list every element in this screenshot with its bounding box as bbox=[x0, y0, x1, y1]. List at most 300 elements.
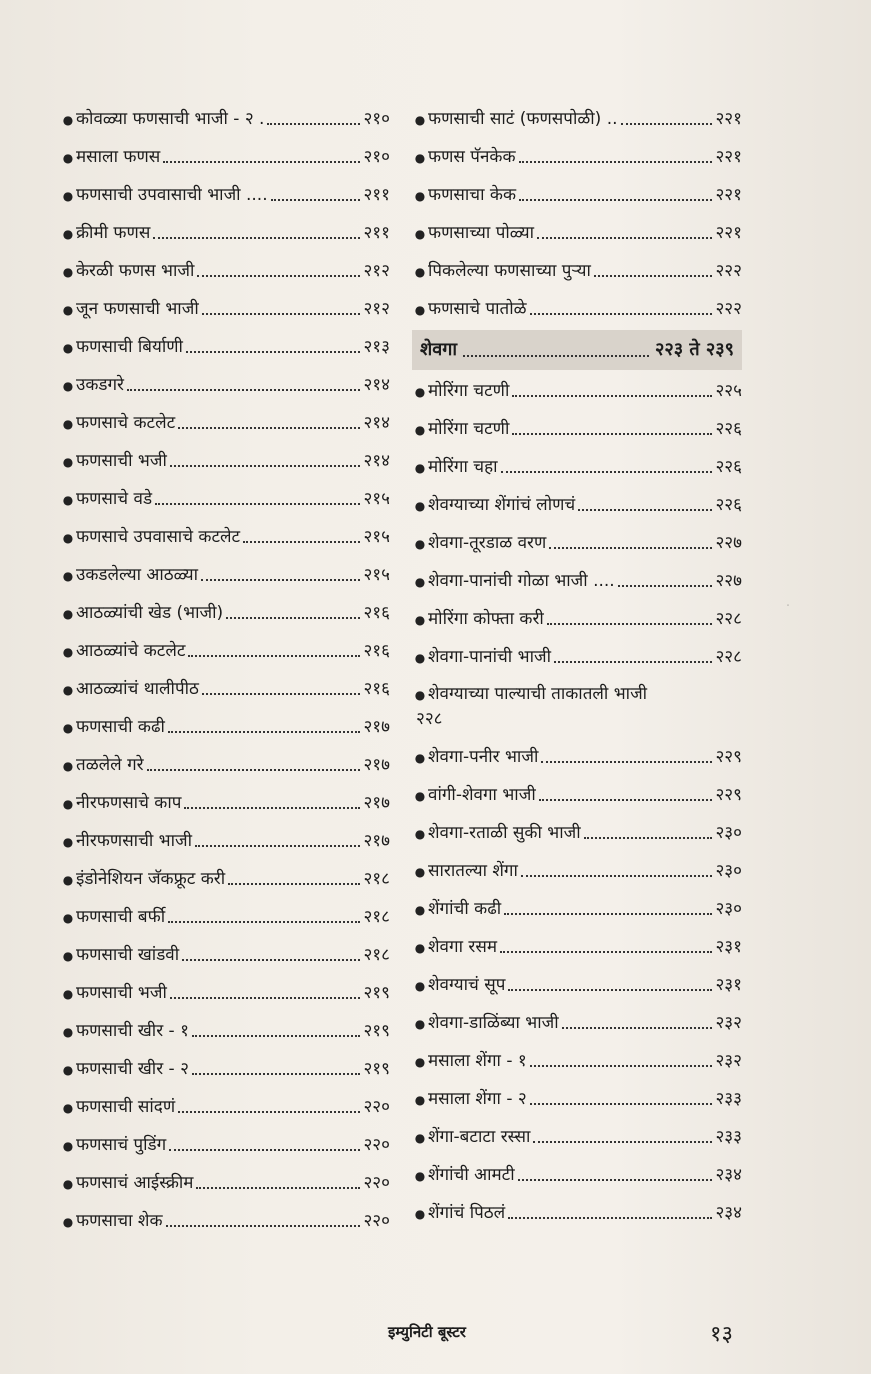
toc-entry bbox=[412, 928, 742, 966]
toc-entry-page: २२५ bbox=[715, 381, 742, 401]
bullet-icon: ● bbox=[414, 1131, 426, 1145]
toc-entry bbox=[412, 738, 742, 776]
toc-entry bbox=[60, 214, 390, 252]
toc-entry bbox=[412, 372, 742, 410]
leader-dots bbox=[578, 509, 712, 511]
leader-dots bbox=[541, 761, 712, 763]
bullet-icon: ● bbox=[62, 189, 74, 203]
toc-entry-page: २१५ bbox=[363, 565, 390, 585]
toc-entry-title: फणसाची उपवासाची भाजी .... bbox=[76, 185, 268, 205]
bullet-icon: ● bbox=[414, 537, 426, 551]
toc-entry-title: फणसाची खीर - १ bbox=[76, 1021, 189, 1041]
leader-dots bbox=[500, 951, 712, 953]
toc-entry-title: फणसाची भजी bbox=[76, 983, 167, 1003]
toc-left-column bbox=[60, 100, 390, 1240]
toc-entry-page: २१४ bbox=[363, 375, 390, 395]
toc-entry-title: फणसाची बिर्याणी bbox=[76, 337, 183, 357]
toc-entry bbox=[412, 1080, 742, 1118]
toc-entry-title: फणसाची साटं (फणसपोळी) .. bbox=[428, 109, 618, 129]
bullet-icon: ● bbox=[414, 385, 426, 399]
bullet-icon: ● bbox=[62, 683, 74, 697]
bullet-icon: ● bbox=[414, 499, 426, 513]
bullet-icon: ● bbox=[414, 979, 426, 993]
toc-entry-page: २१९ bbox=[363, 983, 390, 1003]
leader-dots bbox=[186, 351, 361, 353]
bullet-icon: ● bbox=[62, 949, 74, 963]
toc-entry bbox=[412, 524, 742, 562]
toc-entry bbox=[412, 252, 742, 290]
toc-entry-page: २१७ bbox=[363, 831, 390, 851]
toc-entry bbox=[60, 1164, 390, 1202]
toc-entry-title: शेंगांची आमटी bbox=[428, 1165, 515, 1185]
bullet-icon: ● bbox=[414, 575, 426, 589]
bullet-icon: ● bbox=[414, 1169, 426, 1183]
toc-entry bbox=[60, 366, 390, 404]
toc-entry bbox=[412, 966, 742, 1004]
toc-entry-title: मसाला शेंगा - २ bbox=[428, 1089, 527, 1109]
toc-entry-page: २१६ bbox=[363, 603, 390, 623]
bullet-icon: ● bbox=[62, 607, 74, 621]
leader-dots bbox=[163, 161, 360, 163]
bullet-icon: ● bbox=[414, 1017, 426, 1031]
toc-entry bbox=[60, 632, 390, 670]
toc-entry-title: केरळी फणस भाजी bbox=[76, 261, 195, 281]
toc-entry bbox=[412, 410, 742, 448]
footer-book-title: इम्युनिटी बूस्टर bbox=[388, 1323, 466, 1341]
leader-dots bbox=[501, 471, 713, 473]
bullet-icon: ● bbox=[62, 1215, 74, 1229]
bullet-icon: ● bbox=[414, 789, 426, 803]
toc-entry bbox=[60, 1126, 390, 1164]
leader-dots bbox=[519, 199, 712, 201]
toc-entry-title: तळलेले गरे bbox=[76, 755, 144, 775]
toc-entry bbox=[412, 852, 742, 890]
leader-dots bbox=[508, 989, 712, 991]
toc-entry-title: मोरिंगा कोफ्ता करी bbox=[428, 609, 544, 629]
toc-entry-title: शेवग्याचं सूप bbox=[428, 975, 506, 995]
bullet-icon: ● bbox=[62, 911, 74, 925]
bullet-icon: ● bbox=[62, 569, 74, 583]
leader-dots bbox=[168, 731, 361, 733]
bullet-icon: ● bbox=[62, 1139, 74, 1153]
leader-dots bbox=[533, 1141, 712, 1143]
toc-entry-title: शेवगा-पानांची गोळा भाजी .... bbox=[428, 571, 615, 591]
toc-entry-page: २३१ bbox=[715, 937, 742, 957]
bullet-icon: ● bbox=[414, 303, 426, 317]
toc-entry-title: वांगी-शेवगा भाजी bbox=[428, 785, 536, 805]
toc-entry bbox=[60, 784, 390, 822]
toc-entry-page: २२१ bbox=[715, 147, 742, 167]
toc-entry bbox=[412, 138, 742, 176]
toc-entry-page: २२१ bbox=[715, 109, 742, 129]
leader-dots bbox=[170, 997, 361, 999]
toc-entry-title: शेवगा रसम bbox=[428, 937, 498, 957]
toc-entry bbox=[60, 822, 390, 860]
toc-entry-title: फणस पॅनकेक bbox=[428, 147, 516, 167]
toc-entry-page: २२२ bbox=[715, 299, 742, 319]
toc-entry-title: फणसाचं पुडिंग bbox=[76, 1135, 167, 1155]
toc-entry-title: उकडगरे bbox=[76, 375, 124, 395]
leader-dots bbox=[155, 503, 360, 505]
toc-entry bbox=[60, 670, 390, 708]
leader-dots bbox=[521, 875, 713, 877]
leader-dots bbox=[168, 921, 360, 923]
bullet-icon: ● bbox=[62, 835, 74, 849]
toc-entry bbox=[60, 100, 390, 138]
leader-dots bbox=[518, 1179, 713, 1181]
toc-entry bbox=[412, 176, 742, 214]
toc-entry bbox=[412, 1156, 742, 1194]
toc-entry-page: २२९ bbox=[715, 785, 742, 805]
toc-entry-title: नीरफणसाचे काप bbox=[76, 793, 182, 813]
toc-entry-title: शेवग्याच्या शेंगांचं लोणचं bbox=[428, 495, 576, 515]
toc-entry-title: शेंगांची कढी bbox=[428, 899, 502, 919]
leader-dots bbox=[537, 237, 712, 239]
toc-entry bbox=[412, 814, 742, 852]
toc-entry bbox=[412, 290, 742, 328]
toc-entry-page: २३४ bbox=[715, 1203, 742, 1223]
toc-entry-title: फणसाचे पातोळे bbox=[428, 299, 527, 319]
toc-entry-page: २३० bbox=[715, 861, 742, 881]
toc-right-bottom-list bbox=[412, 372, 742, 1232]
toc-entry-page: २२१ bbox=[715, 223, 742, 243]
leader-dots bbox=[554, 661, 712, 663]
leader-dots bbox=[192, 1035, 361, 1037]
toc-entry-page: २२६ bbox=[715, 457, 742, 477]
leader-dots bbox=[539, 799, 713, 801]
toc-entry-title: फणसाचे कटलेट bbox=[76, 413, 176, 433]
toc-entry-page: २१५ bbox=[363, 527, 390, 547]
toc-entry-title: जून फणसाची भाजी bbox=[76, 299, 199, 319]
toc-entry-page: २११ bbox=[363, 185, 390, 205]
toc-entry bbox=[412, 638, 742, 676]
toc-entry-title: पिकलेल्या फणसाच्या पुऱ्या bbox=[428, 261, 591, 281]
bullet-icon: ● bbox=[414, 189, 426, 203]
bullet-icon: ● bbox=[414, 1207, 426, 1221]
toc-entry bbox=[412, 776, 742, 814]
bullet-icon: ● bbox=[62, 721, 74, 735]
toc-entry-title: शेवगा-पानांची भाजी bbox=[428, 647, 551, 667]
toc-entry bbox=[412, 890, 742, 928]
leader-dots bbox=[519, 161, 713, 163]
toc-entry bbox=[412, 1118, 742, 1156]
bullet-icon: ● bbox=[414, 827, 426, 841]
bullet-icon: ● bbox=[62, 1025, 74, 1039]
leader-dots bbox=[512, 395, 712, 397]
toc-entry bbox=[412, 562, 742, 600]
toc-entry bbox=[60, 290, 390, 328]
toc-entry-page: २१२ bbox=[363, 261, 390, 281]
toc-entry-page: २३२ bbox=[715, 1051, 742, 1071]
toc-entry-title: नीरफणसाची भाजी bbox=[76, 831, 193, 851]
toc-entry-title: मोरिंगा चहा bbox=[428, 457, 498, 477]
toc-entry-page: २२८ bbox=[416, 709, 443, 729]
bullet-icon: ● bbox=[62, 759, 74, 773]
toc-entry bbox=[60, 708, 390, 746]
section-heading-shevaga bbox=[412, 330, 742, 370]
toc-entry bbox=[60, 176, 390, 214]
toc-entry-title: फणसाचा शेक bbox=[76, 1211, 163, 1231]
leader-dots bbox=[512, 433, 712, 435]
toc-entry-title: शेवगा-तूरडाळ वरण bbox=[428, 533, 547, 553]
toc-entry-page: २२९ bbox=[715, 747, 742, 767]
leader-dots bbox=[178, 1111, 360, 1113]
toc-entry-page: २१० bbox=[363, 109, 390, 129]
bullet-icon: ● bbox=[414, 751, 426, 765]
bullet-icon: ● bbox=[414, 651, 426, 665]
toc-entry bbox=[60, 480, 390, 518]
leader-dots bbox=[547, 623, 713, 625]
toc-entry-page: २३४ bbox=[715, 1165, 742, 1185]
toc-entry-title: शेंगा-बटाटा रस्सा bbox=[428, 1127, 531, 1147]
toc-entry-title: क्रीमी फणस bbox=[76, 223, 151, 243]
leader-dots bbox=[549, 547, 712, 549]
toc-entry bbox=[412, 600, 742, 638]
leader-dots bbox=[170, 465, 361, 467]
toc-entry-page: २१८ bbox=[363, 945, 390, 965]
bullet-icon: ● bbox=[414, 903, 426, 917]
toc-right-column bbox=[412, 100, 742, 1232]
bullet-icon: ● bbox=[62, 151, 74, 165]
toc-entry-page: २१८ bbox=[363, 869, 390, 889]
section-leader-dots bbox=[463, 355, 649, 357]
toc-entry-title: शेवगा-रताळी सुकी भाजी bbox=[428, 823, 581, 843]
bullet-icon: ● bbox=[414, 1055, 426, 1069]
toc-entry bbox=[412, 1194, 742, 1232]
toc-entry bbox=[60, 556, 390, 594]
toc-entry-page: २१७ bbox=[363, 717, 390, 737]
bullet-icon: ● bbox=[414, 227, 426, 241]
toc-entry-title: फणसाची सांदणं bbox=[76, 1097, 176, 1117]
leader-dots bbox=[530, 1065, 713, 1067]
bullet-icon: ● bbox=[62, 1177, 74, 1191]
toc-entry-page: २१४ bbox=[363, 413, 390, 433]
toc-entry bbox=[412, 1042, 742, 1080]
toc-entry-title: फणसाची बर्फी bbox=[76, 907, 166, 927]
bullet-icon: ● bbox=[62, 987, 74, 1001]
toc-entry-page: २२८ bbox=[715, 609, 742, 629]
bullet-icon: ● bbox=[414, 941, 426, 955]
bullet-icon: ● bbox=[62, 341, 74, 355]
leader-dots bbox=[147, 769, 361, 771]
toc-entry-page: २३३ bbox=[715, 1127, 742, 1147]
toc-entry-title: शेंगांचं पिठलं bbox=[428, 1203, 506, 1223]
leader-dots bbox=[166, 1225, 361, 1227]
toc-entry-page: २१६ bbox=[363, 679, 390, 699]
bullet-icon: ● bbox=[414, 865, 426, 879]
toc-entry-title: मसाला शेंगा - १ bbox=[428, 1051, 527, 1071]
toc-entry-title: फणसाची खांडवी bbox=[76, 945, 180, 965]
toc-entry bbox=[60, 1088, 390, 1126]
leader-dots bbox=[584, 837, 713, 839]
toc-entry-page: २२२ bbox=[715, 261, 742, 281]
toc-entry-title: फणसाचं आईस्क्रीम bbox=[76, 1173, 194, 1193]
bullet-icon: ● bbox=[414, 688, 426, 702]
toc-entry-title: फणसाची कढी bbox=[76, 717, 165, 737]
toc-entry-page: २१८ bbox=[363, 907, 390, 927]
page-footer bbox=[0, 1322, 871, 1352]
toc-entry bbox=[60, 1050, 390, 1088]
bullet-icon: ● bbox=[62, 303, 74, 317]
toc-entry-title: सारातल्या शेंगा bbox=[428, 861, 518, 881]
toc-entry-page: २१४ bbox=[363, 451, 390, 471]
toc-entry-page: २१६ bbox=[363, 641, 390, 661]
toc-entry bbox=[60, 936, 390, 974]
toc-entry-page: २२० bbox=[363, 1097, 390, 1117]
leader-dots bbox=[504, 913, 712, 915]
toc-entry-title: मोरिंगा चटणी bbox=[428, 381, 510, 401]
bullet-icon: ● bbox=[414, 423, 426, 437]
leader-dots bbox=[267, 123, 360, 125]
toc-entry bbox=[60, 594, 390, 632]
toc-entry bbox=[60, 1202, 390, 1240]
bullet-icon: ● bbox=[414, 265, 426, 279]
toc-entry-page: २३० bbox=[715, 823, 742, 843]
toc-entry-page: २२१ bbox=[715, 185, 742, 205]
leader-dots bbox=[618, 585, 713, 587]
leader-dots bbox=[271, 199, 361, 201]
leader-dots bbox=[196, 1187, 360, 1189]
toc-entry bbox=[60, 974, 390, 1012]
leader-dots bbox=[621, 123, 713, 125]
toc-entry-title: आठळ्यांचं थालीपीठ bbox=[76, 679, 199, 699]
toc-entry bbox=[412, 486, 742, 524]
toc-entry-page: २२६ bbox=[715, 495, 742, 515]
toc-entry bbox=[412, 100, 742, 138]
bullet-icon: ● bbox=[62, 417, 74, 431]
toc-entry-page: २१९ bbox=[363, 1021, 390, 1041]
toc-entry bbox=[412, 676, 742, 738]
toc-entry bbox=[60, 746, 390, 784]
leader-dots bbox=[195, 845, 360, 847]
bullet-icon: ● bbox=[62, 227, 74, 241]
bullet-icon: ● bbox=[62, 1063, 74, 1077]
toc-entry bbox=[60, 898, 390, 936]
toc-entry-title: मोरिंगा चटणी bbox=[428, 419, 510, 439]
toc-entry bbox=[60, 138, 390, 176]
leader-dots bbox=[530, 313, 713, 315]
toc-entry-page: २२० bbox=[363, 1135, 390, 1155]
bullet-icon: ● bbox=[62, 493, 74, 507]
leader-dots bbox=[169, 1149, 360, 1151]
section-title: शेवगा bbox=[420, 339, 458, 360]
leader-dots bbox=[228, 883, 360, 885]
leader-dots bbox=[243, 541, 360, 543]
toc-entry-page: २३१ bbox=[715, 975, 742, 995]
toc-entry-page: २१७ bbox=[363, 755, 390, 775]
toc-entry-title: शेवग्याच्या पाल्याची ताकातली भाजी bbox=[428, 684, 648, 704]
toc-entry-title: फणसाच्या पोळ्या bbox=[428, 223, 535, 243]
toc-entry-page: २२७ bbox=[715, 571, 742, 591]
leader-dots bbox=[182, 959, 360, 961]
toc-entry-page: २११ bbox=[363, 223, 390, 243]
toc-entry-page: २१२ bbox=[363, 299, 390, 319]
leader-dots bbox=[202, 313, 361, 315]
toc-entry-title: आठळ्यांचे कटलेट bbox=[76, 641, 186, 661]
toc-entry-page: २२० bbox=[363, 1211, 390, 1231]
toc-entry-title: फणसाचा केक bbox=[428, 185, 517, 205]
toc-entry-title: आठळ्यांची खेड (भाजी) bbox=[76, 603, 224, 623]
toc-entry bbox=[60, 252, 390, 290]
toc-entry-page: २३० bbox=[715, 899, 742, 919]
leader-dots bbox=[226, 617, 360, 619]
toc-entry-page: २१३ bbox=[363, 337, 390, 357]
toc-entry-page: २२८ bbox=[715, 647, 742, 667]
bullet-icon: ● bbox=[62, 645, 74, 659]
toc-entry-page: २२६ bbox=[715, 419, 742, 439]
toc-entry-page: २१७ bbox=[363, 793, 390, 813]
bullet-icon: ● bbox=[62, 1101, 74, 1115]
toc-entry-page: २३२ bbox=[715, 1013, 742, 1033]
toc-entry bbox=[60, 404, 390, 442]
toc-entry-page: २१० bbox=[363, 147, 390, 167]
bullet-icon: ● bbox=[62, 797, 74, 811]
leader-dots bbox=[202, 693, 361, 695]
leader-dots bbox=[508, 1217, 712, 1219]
toc-entry bbox=[60, 860, 390, 898]
bullet-icon: ● bbox=[414, 613, 426, 627]
bullet-icon: ● bbox=[62, 265, 74, 279]
leader-dots bbox=[530, 1103, 713, 1105]
toc-entry-page: २१५ bbox=[363, 489, 390, 509]
toc-entry bbox=[60, 442, 390, 480]
toc-entry-page: २२७ bbox=[715, 533, 742, 553]
leader-dots bbox=[594, 275, 713, 277]
toc-entry-title: शेवगा-डाळिंब्या भाजी bbox=[428, 1013, 559, 1033]
leader-dots bbox=[197, 275, 360, 277]
toc-entry bbox=[412, 1004, 742, 1042]
bullet-icon: ● bbox=[414, 461, 426, 475]
toc-entry-title: मसाला फणस bbox=[76, 147, 161, 167]
leader-dots bbox=[184, 807, 360, 809]
toc-entry-title: फणसाचे उपवासाचे कटलेट bbox=[76, 527, 241, 547]
toc-entry-title: फणसाची खीर - २ bbox=[76, 1059, 189, 1079]
toc-entry bbox=[412, 448, 742, 486]
leader-dots bbox=[192, 1073, 361, 1075]
leader-dots bbox=[178, 427, 360, 429]
bullet-icon: ● bbox=[62, 455, 74, 469]
toc-right-top-list bbox=[412, 100, 742, 328]
leader-dots bbox=[127, 389, 360, 391]
leader-dots bbox=[201, 579, 360, 581]
leader-dots bbox=[153, 237, 360, 239]
toc-entry-title: फणसाची भजी bbox=[76, 451, 167, 471]
toc-entry bbox=[60, 328, 390, 366]
footer-page-number: १३ bbox=[710, 1322, 733, 1347]
bullet-icon: ● bbox=[414, 1093, 426, 1107]
toc-entry-title: शेवगा-पनीर भाजी bbox=[428, 747, 539, 767]
toc-entry bbox=[412, 214, 742, 252]
toc-entry-page: २१९ bbox=[363, 1059, 390, 1079]
toc-entry-title: उकडलेल्या आठळ्या bbox=[76, 565, 198, 585]
leader-dots bbox=[562, 1027, 713, 1029]
toc-entry bbox=[60, 518, 390, 556]
bullet-icon: ● bbox=[62, 379, 74, 393]
toc-entry-title: फणसाचे वडे bbox=[76, 489, 153, 509]
bullet-icon: ● bbox=[62, 873, 74, 887]
toc-entry-page: २२० bbox=[363, 1173, 390, 1193]
toc-entry bbox=[60, 1012, 390, 1050]
toc-entry-title: इंडोनेशियन जॅकफ्रूट करी bbox=[76, 869, 226, 889]
leader-dots bbox=[188, 655, 360, 657]
bullet-icon: ● bbox=[62, 531, 74, 545]
bullet-icon: ● bbox=[62, 113, 74, 127]
toc-entry-page: २३३ bbox=[715, 1089, 742, 1109]
section-page-range: २२३ ते २३९ bbox=[655, 339, 734, 360]
bullet-icon: ● bbox=[414, 151, 426, 165]
toc-entry-title: कोवळ्या फणसाची भाजी - २ . bbox=[76, 109, 265, 129]
bullet-icon: ● bbox=[414, 113, 426, 127]
